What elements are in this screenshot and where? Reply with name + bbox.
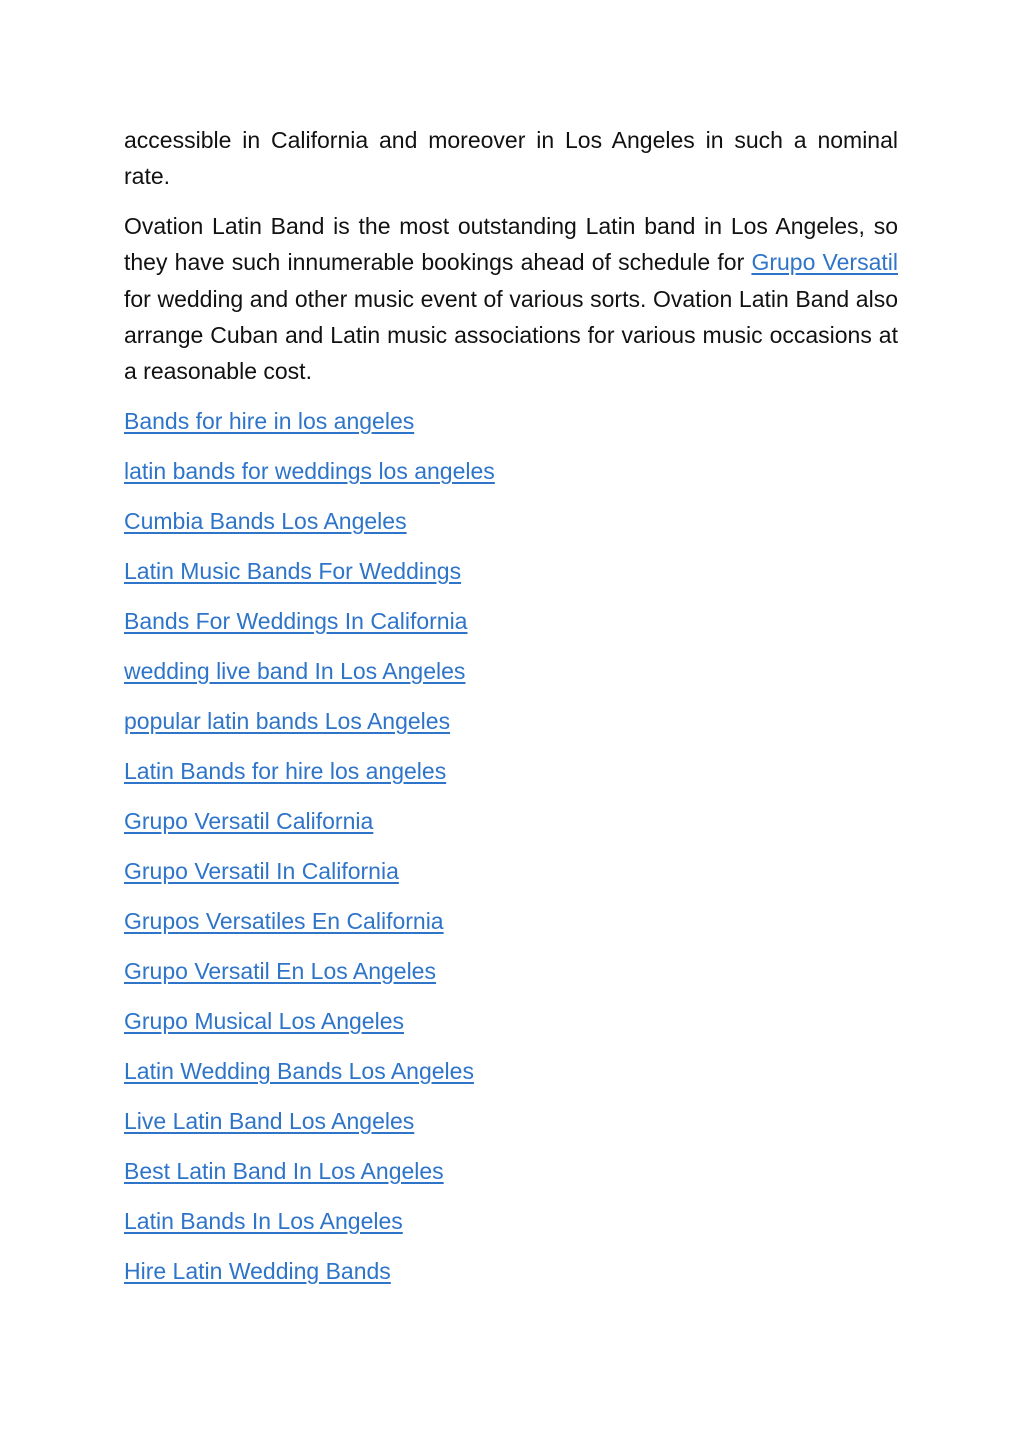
link-13[interactable]: Latin Wedding Bands Los Angeles [124,1057,474,1084]
link-list-item [124,853,898,903]
link-list-item [124,1203,898,1253]
link-list-item [124,1053,898,1103]
link-4[interactable]: Bands For Weddings In California [124,607,468,634]
paragraph-text-before: Ovation Latin Band is the most outstanding Latin band in Los Angeles, so they have such innumerable bookings ahead of schedule for [124,212,898,276]
grupo-versatil-link[interactable]: Grupo Versatil [751,249,898,276]
link-list-item [124,953,898,1003]
link-10[interactable]: Grupos Versatiles En California [124,907,444,934]
link-list-item [124,1003,898,1053]
link-list-item [124,603,898,653]
link-list-item [124,1253,898,1303]
link-2[interactable]: Cumbia Bands Los Angeles [124,507,407,534]
document-page [124,122,898,1303]
link-12[interactable]: Grupo Musical Los Angeles [124,1007,404,1034]
link-list-item [124,903,898,953]
link-list-item [124,403,898,453]
link-1[interactable]: latin bands for weddings los angeles [124,457,495,484]
link-list-item [124,453,898,503]
paragraph-ovation [124,208,898,390]
paragraph-text-after: for wedding and other music event of various sorts. Ovation Latin Band also arrange Cuban and Latin music associations for various music occasions at a reasonable cost. [124,285,898,385]
link-9[interactable]: Grupo Versatil In California [124,857,399,884]
paragraph-intro: accessible in California and moreover in Los Angeles in such a nominal rate. [124,127,898,190]
link-8[interactable]: Grupo Versatil California [124,807,374,834]
link-list-item [124,703,898,753]
link-list [124,403,898,1303]
link-list-item [124,653,898,703]
link-list-item [124,1153,898,1203]
link-11[interactable]: Grupo Versatil En Los Angeles [124,957,436,984]
link-0[interactable]: Bands for hire in los angeles [124,407,415,434]
link-17[interactable]: Hire Latin Wedding Bands [124,1257,391,1284]
link-15[interactable]: Best Latin Band In Los Angeles [124,1157,444,1184]
link-list-item [124,1103,898,1153]
link-7[interactable]: Latin Bands for hire los angeles [124,757,447,784]
link-6[interactable]: popular latin bands Los Angeles [124,707,451,734]
link-16[interactable]: Latin Bands In Los Angeles [124,1207,403,1234]
link-list-item [124,803,898,853]
link-list-item [124,753,898,803]
link-list-item [124,503,898,553]
link-5[interactable]: wedding live band In Los Angeles [124,657,466,684]
link-3[interactable]: Latin Music Bands For Weddings [124,557,462,584]
link-14[interactable]: Live Latin Band Los Angeles [124,1107,415,1134]
link-list-item [124,553,898,603]
